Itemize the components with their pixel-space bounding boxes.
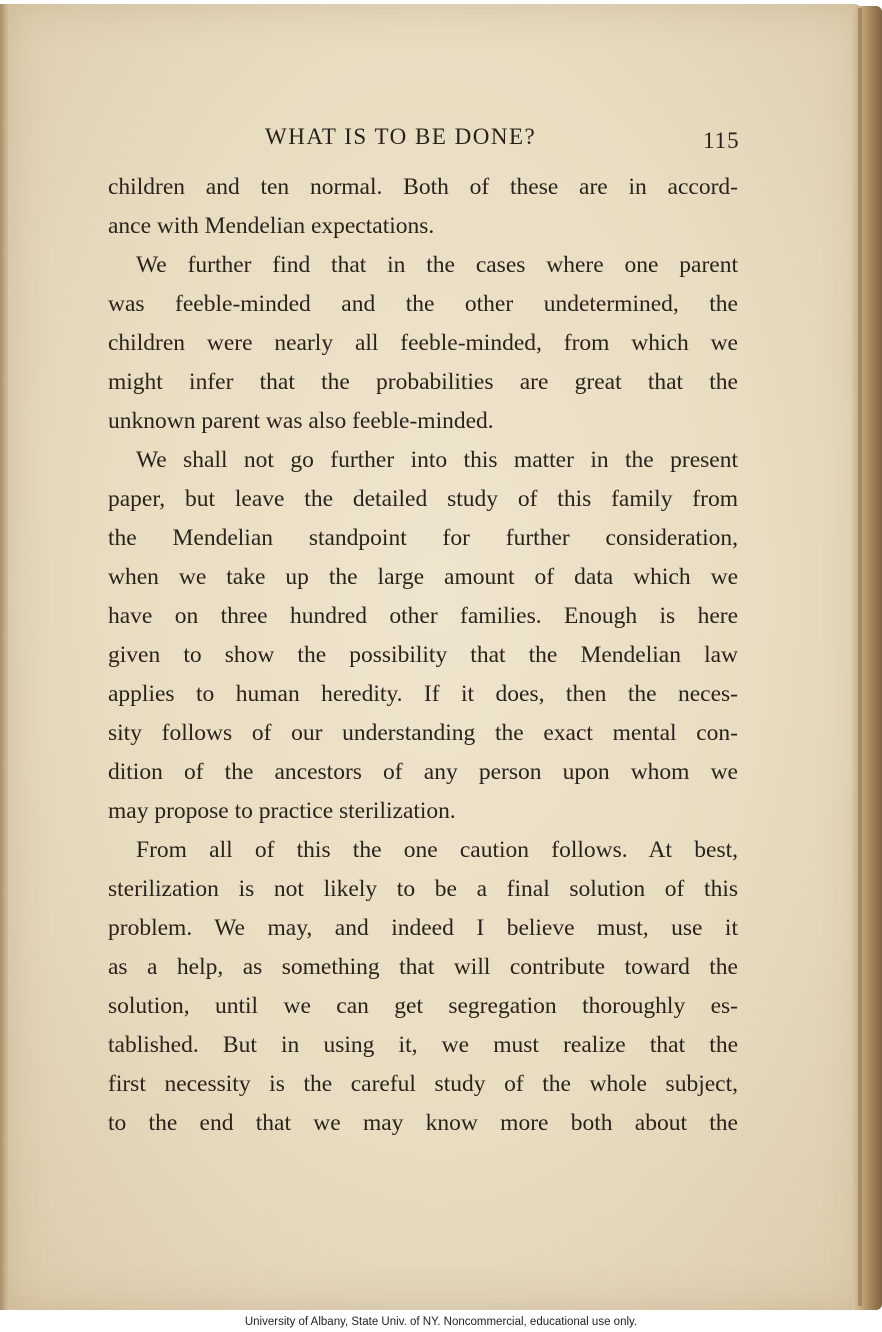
text-line: problem. We may, and indeed I believe must, use it	[108, 915, 738, 941]
text-line: paper, but leave the detailed study of this family from	[108, 486, 738, 512]
text-line: was feeble-minded and the other undetermined, the	[108, 291, 738, 317]
text-line: may propose to practice sterilization.	[108, 798, 456, 824]
right-page-edge	[852, 6, 882, 1310]
usage-credit: University of Albany, State Univ. of NY. Noncommercial, educational use only.	[244, 1316, 638, 1328]
page-number: 115	[703, 128, 740, 153]
text-line: children were nearly all feeble-minded, from which we	[108, 330, 738, 356]
text-line: applies to human heredity. If it does, then the neces-	[108, 681, 738, 707]
text-line: We further find that in the cases where one parent	[136, 252, 738, 278]
text-line: solution, until we can get segregation thoroughly es-	[108, 993, 738, 1019]
text-line: sterilization is not likely to be a final solution of this	[108, 876, 738, 902]
running-title: WHAT IS TO BE DONE?	[265, 124, 537, 149]
text-line: the Mendelian standpoint for further consideration,	[108, 525, 738, 551]
text-line: unknown parent was also feeble-minded.	[108, 408, 494, 434]
text-line: sity follows of our understanding the exact mental con-	[108, 720, 738, 746]
text-line: children and ten normal. Both of these are in accord-	[108, 174, 738, 200]
text-line: to the end that we may know more both about the	[108, 1110, 738, 1136]
text-line: given to show the possibility that the Mendelian law	[108, 642, 738, 668]
text-line: tablished. But in using it, we must realize that the	[108, 1032, 738, 1058]
text-line: ance with Mendelian expectations.	[108, 213, 435, 239]
text-line: as a help, as something that will contribute toward the	[108, 954, 738, 980]
text-line: have on three hundred other families. Enough is here	[108, 603, 738, 629]
body-text	[108, 168, 738, 1143]
running-head	[0, 120, 882, 160]
text-line: might infer that the probabilities are great that the	[108, 369, 738, 395]
text-line: dition of the ancestors of any person upon whom we	[108, 759, 738, 785]
text-line: From all of this the one caution follows. At best,	[136, 837, 738, 863]
text-line: We shall not go further into this matter in the present	[136, 447, 738, 473]
text-line: first necessity is the careful study of the whole subject,	[108, 1071, 738, 1097]
text-line: when we take up the large amount of data which we	[108, 564, 738, 590]
right-page-edge-shadow	[858, 8, 862, 1306]
